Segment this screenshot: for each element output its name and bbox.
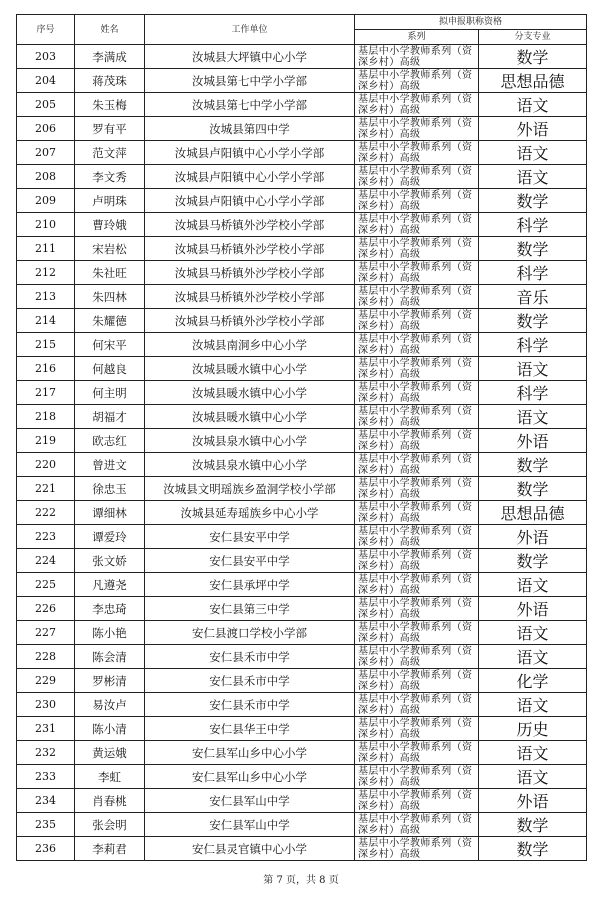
- cell-subject: 语文: [479, 357, 587, 381]
- cell-series: 基层中小学教师系列（资深乡村）高级: [355, 237, 479, 261]
- cell-name: 卢明珠: [75, 189, 145, 213]
- table-row: [17, 285, 587, 309]
- cell-number: 217: [17, 381, 75, 405]
- cell-series: 基层中小学教师系列（资深乡村）高级: [355, 405, 479, 429]
- cell-work-unit: 汝城县卢阳镇中心小学小学部: [145, 189, 355, 213]
- cell-number: 232: [17, 741, 75, 765]
- cell-number: 229: [17, 669, 75, 693]
- cell-subject: 外语: [479, 429, 587, 453]
- cell-work-unit: 汝城县马桥镇外沙学校小学部: [145, 309, 355, 333]
- table-row: [17, 309, 587, 333]
- cell-series: 基层中小学教师系列（资深乡村）高级: [355, 285, 479, 309]
- cell-work-unit: 汝城县南洞乡中心小学: [145, 333, 355, 357]
- cell-work-unit: 汝城县马桥镇外沙学校小学部: [145, 213, 355, 237]
- cell-work-unit: 汝城县第七中学小学部: [145, 93, 355, 117]
- cell-name: 李满成: [75, 45, 145, 69]
- cell-name: 何主明: [75, 381, 145, 405]
- table-row: [17, 453, 587, 477]
- cell-series: 基层中小学教师系列（资深乡村）高级: [355, 93, 479, 117]
- table-row: [17, 669, 587, 693]
- table-row: [17, 333, 587, 357]
- cell-number: 225: [17, 573, 75, 597]
- cell-series: 基层中小学教师系列（资深乡村）高级: [355, 693, 479, 717]
- cell-name: 欧志红: [75, 429, 145, 453]
- cell-work-unit: 安仁县禾市中学: [145, 693, 355, 717]
- cell-name: 凡遵尧: [75, 573, 145, 597]
- cell-number: 231: [17, 717, 75, 741]
- cell-number: 208: [17, 165, 75, 189]
- cell-series: 基层中小学教师系列（资深乡村）高级: [355, 621, 479, 645]
- cell-name: 李忠琦: [75, 597, 145, 621]
- cell-number: 206: [17, 117, 75, 141]
- table-row: [17, 117, 587, 141]
- table-row: [17, 213, 587, 237]
- cell-number: 221: [17, 477, 75, 501]
- table-row: [17, 501, 587, 525]
- cell-series: 基层中小学教师系列（资深乡村）高级: [355, 525, 479, 549]
- cell-number: 209: [17, 189, 75, 213]
- cell-number: 230: [17, 693, 75, 717]
- cell-subject: 语文: [479, 741, 587, 765]
- cell-series: 基层中小学教师系列（资深乡村）高级: [355, 453, 479, 477]
- cell-number: 205: [17, 93, 75, 117]
- table-row: [17, 645, 587, 669]
- cell-number: 228: [17, 645, 75, 669]
- cell-number: 219: [17, 429, 75, 453]
- header-work-unit: 工作单位: [145, 15, 355, 45]
- cell-number: 212: [17, 261, 75, 285]
- cell-subject: 思想品德: [479, 69, 587, 93]
- table-row: [17, 693, 587, 717]
- table-row: [17, 381, 587, 405]
- cell-name: 徐忠玉: [75, 477, 145, 501]
- cell-number: 204: [17, 69, 75, 93]
- cell-name: 谭细林: [75, 501, 145, 525]
- table-body: [17, 45, 587, 861]
- cell-subject: 数学: [479, 453, 587, 477]
- roster-table: [16, 14, 587, 861]
- cell-subject: 音乐: [479, 285, 587, 309]
- cell-number: 203: [17, 45, 75, 69]
- cell-name: 蒋茂珠: [75, 69, 145, 93]
- table-row: [17, 789, 587, 813]
- cell-number: 227: [17, 621, 75, 645]
- cell-name: 朱耀德: [75, 309, 145, 333]
- table-row: [17, 765, 587, 789]
- cell-work-unit: 汝城县暖水镇中心小学: [145, 357, 355, 381]
- cell-work-unit: 安仁县军山中学: [145, 789, 355, 813]
- cell-subject: 语文: [479, 405, 587, 429]
- cell-work-unit: 汝城县第七中学小学部: [145, 69, 355, 93]
- cell-series: 基层中小学教师系列（资深乡村）高级: [355, 477, 479, 501]
- cell-subject: 语文: [479, 645, 587, 669]
- cell-series: 基层中小学教师系列（资深乡村）高级: [355, 357, 479, 381]
- cell-series: 基层中小学教师系列（资深乡村）高级: [355, 213, 479, 237]
- cell-name: 朱四林: [75, 285, 145, 309]
- cell-subject: 语文: [479, 573, 587, 597]
- table-row: [17, 165, 587, 189]
- cell-subject: 语文: [479, 765, 587, 789]
- cell-name: 肖春桃: [75, 789, 145, 813]
- cell-number: 211: [17, 237, 75, 261]
- cell-series: 基层中小学教师系列（资深乡村）高级: [355, 573, 479, 597]
- cell-work-unit: 安仁县军山乡中心小学: [145, 741, 355, 765]
- cell-subject: 数学: [479, 837, 587, 861]
- cell-subject: 科学: [479, 261, 587, 285]
- cell-series: 基层中小学教师系列（资深乡村）高级: [355, 309, 479, 333]
- cell-number: 218: [17, 405, 75, 429]
- table-row: [17, 477, 587, 501]
- cell-series: 基层中小学教师系列（资深乡村）高级: [355, 333, 479, 357]
- cell-series: 基层中小学教师系列（资深乡村）高级: [355, 501, 479, 525]
- cell-series: 基层中小学教师系列（资深乡村）高级: [355, 117, 479, 141]
- cell-series: 基层中小学教师系列（资深乡村）高级: [355, 549, 479, 573]
- cell-work-unit: 汝城县延寿瑶族乡中心小学: [145, 501, 355, 525]
- cell-work-unit: 汝城县泉水镇中心小学: [145, 453, 355, 477]
- cell-number: 235: [17, 813, 75, 837]
- cell-subject: 数学: [479, 189, 587, 213]
- cell-work-unit: 汝城县暖水镇中心小学: [145, 405, 355, 429]
- cell-subject: 外语: [479, 525, 587, 549]
- cell-work-unit: 汝城县泉水镇中心小学: [145, 429, 355, 453]
- cell-number: 224: [17, 549, 75, 573]
- page-footer: 第 7 页，共 8 页: [263, 875, 339, 886]
- cell-name: 陈会清: [75, 645, 145, 669]
- cell-name: 陈小艳: [75, 621, 145, 645]
- cell-subject: 数学: [479, 237, 587, 261]
- table-row: [17, 549, 587, 573]
- table-row: [17, 405, 587, 429]
- cell-name: 李莉君: [75, 837, 145, 861]
- cell-subject: 数学: [479, 813, 587, 837]
- cell-subject: 数学: [479, 549, 587, 573]
- cell-name: 曹玲娥: [75, 213, 145, 237]
- cell-name: 朱玉梅: [75, 93, 145, 117]
- cell-series: 基层中小学教师系列（资深乡村）高级: [355, 765, 479, 789]
- header-series: 系列: [355, 30, 479, 45]
- table-row: [17, 525, 587, 549]
- cell-name: 黄运娥: [75, 741, 145, 765]
- cell-work-unit: 汝城县卢阳镇中心小学小学部: [145, 165, 355, 189]
- cell-series: 基层中小学教师系列（资深乡村）高级: [355, 189, 479, 213]
- cell-subject: 科学: [479, 381, 587, 405]
- table-row: [17, 93, 587, 117]
- cell-series: 基层中小学教师系列（资深乡村）高级: [355, 717, 479, 741]
- cell-name: 张文娇: [75, 549, 145, 573]
- cell-series: 基层中小学教师系列（资深乡村）高级: [355, 813, 479, 837]
- cell-work-unit: 汝城县大坪镇中心小学: [145, 45, 355, 69]
- cell-name: 陈小清: [75, 717, 145, 741]
- cell-series: 基层中小学教师系列（资深乡村）高级: [355, 261, 479, 285]
- cell-number: 210: [17, 213, 75, 237]
- cell-work-unit: 安仁县安平中学: [145, 525, 355, 549]
- cell-work-unit: 安仁县承坪中学: [145, 573, 355, 597]
- table-row: [17, 261, 587, 285]
- cell-series: 基层中小学教师系列（资深乡村）高级: [355, 69, 479, 93]
- cell-work-unit: 汝城县马桥镇外沙学校小学部: [145, 261, 355, 285]
- cell-name: 何宋平: [75, 333, 145, 357]
- cell-number: 223: [17, 525, 75, 549]
- cell-number: 213: [17, 285, 75, 309]
- cell-name: 范文萍: [75, 141, 145, 165]
- cell-work-unit: 汝城县卢阳镇中心小学小学部: [145, 141, 355, 165]
- header-number: 序号: [17, 15, 75, 45]
- cell-series: 基层中小学教师系列（资深乡村）高级: [355, 165, 479, 189]
- cell-name: 易汝卢: [75, 693, 145, 717]
- cell-series: 基层中小学教师系列（资深乡村）高级: [355, 837, 479, 861]
- cell-work-unit: 安仁县安平中学: [145, 549, 355, 573]
- cell-subject: 外语: [479, 597, 587, 621]
- cell-name: 胡福才: [75, 405, 145, 429]
- cell-number: 233: [17, 765, 75, 789]
- cell-subject: 科学: [479, 213, 587, 237]
- cell-series: 基层中小学教师系列（资深乡村）高级: [355, 669, 479, 693]
- cell-series: 基层中小学教师系列（资深乡村）高级: [355, 381, 479, 405]
- cell-work-unit: 汝城县马桥镇外沙学校小学部: [145, 237, 355, 261]
- cell-subject: 数学: [479, 309, 587, 333]
- cell-series: 基层中小学教师系列（资深乡村）高级: [355, 45, 479, 69]
- cell-subject: 语文: [479, 141, 587, 165]
- cell-name: 张会明: [75, 813, 145, 837]
- table-row: [17, 717, 587, 741]
- cell-name: 罗彬清: [75, 669, 145, 693]
- cell-subject: 语文: [479, 93, 587, 117]
- cell-series: 基层中小学教师系列（资深乡村）高级: [355, 429, 479, 453]
- table-row: [17, 837, 587, 861]
- cell-number: 214: [17, 309, 75, 333]
- cell-number: 236: [17, 837, 75, 861]
- table-row: [17, 813, 587, 837]
- cell-name: 李虹: [75, 765, 145, 789]
- cell-name: 谭爱玲: [75, 525, 145, 549]
- cell-work-unit: 安仁县第三中学: [145, 597, 355, 621]
- cell-subject: 语文: [479, 693, 587, 717]
- cell-subject: 思想品德: [479, 501, 587, 525]
- cell-subject: 历史: [479, 717, 587, 741]
- cell-name: 宋岩松: [75, 237, 145, 261]
- cell-number: 220: [17, 453, 75, 477]
- cell-number: 226: [17, 597, 75, 621]
- cell-name: 何越良: [75, 357, 145, 381]
- cell-series: 基层中小学教师系列（资深乡村）高级: [355, 741, 479, 765]
- cell-subject: 数学: [479, 45, 587, 69]
- table-row: [17, 237, 587, 261]
- cell-subject: 数学: [479, 477, 587, 501]
- cell-work-unit: 安仁县军山中学: [145, 813, 355, 837]
- cell-series: 基层中小学教师系列（资深乡村）高级: [355, 597, 479, 621]
- table-row: [17, 141, 587, 165]
- cell-number: 222: [17, 501, 75, 525]
- cell-work-unit: 汝城县第四中学: [145, 117, 355, 141]
- cell-name: 朱社旺: [75, 261, 145, 285]
- cell-work-unit: 安仁县禾市中学: [145, 645, 355, 669]
- cell-work-unit: 汝城县暖水镇中心小学: [145, 381, 355, 405]
- table-row: [17, 429, 587, 453]
- cell-subject: 科学: [479, 333, 587, 357]
- cell-work-unit: 安仁县军山乡中心小学: [145, 765, 355, 789]
- cell-work-unit: 汝城县马桥镇外沙学校小学部: [145, 285, 355, 309]
- table-row: [17, 621, 587, 645]
- table-row: [17, 357, 587, 381]
- table-row: [17, 69, 587, 93]
- header-subject: 分支专业: [479, 30, 587, 45]
- header-name: 姓名: [75, 15, 145, 45]
- cell-name: 李文秀: [75, 165, 145, 189]
- cell-name: 罗有平: [75, 117, 145, 141]
- cell-subject: 化学: [479, 669, 587, 693]
- cell-number: 216: [17, 357, 75, 381]
- cell-name: 曾进文: [75, 453, 145, 477]
- header-qualification-group: 拟申报职称资格: [355, 15, 587, 30]
- cell-number: 215: [17, 333, 75, 357]
- cell-series: 基层中小学教师系列（资深乡村）高级: [355, 645, 479, 669]
- cell-subject: 语文: [479, 165, 587, 189]
- table-row: [17, 45, 587, 69]
- cell-subject: 语文: [479, 621, 587, 645]
- cell-number: 207: [17, 141, 75, 165]
- table-row: [17, 189, 587, 213]
- cell-work-unit: 安仁县禾市中学: [145, 669, 355, 693]
- cell-number: 234: [17, 789, 75, 813]
- table-row: [17, 573, 587, 597]
- cell-work-unit: 安仁县华王中学: [145, 717, 355, 741]
- cell-series: 基层中小学教师系列（资深乡村）高级: [355, 789, 479, 813]
- cell-series: 基层中小学教师系列（资深乡村）高级: [355, 141, 479, 165]
- cell-work-unit: 安仁县渡口学校小学部: [145, 621, 355, 645]
- cell-work-unit: 汝城县文明瑶族乡盈洞学校小学部: [145, 477, 355, 501]
- cell-subject: 外语: [479, 117, 587, 141]
- table-row: [17, 597, 587, 621]
- table-row: [17, 741, 587, 765]
- cell-subject: 外语: [479, 789, 587, 813]
- cell-work-unit: 安仁县灵官镇中心小学: [145, 837, 355, 861]
